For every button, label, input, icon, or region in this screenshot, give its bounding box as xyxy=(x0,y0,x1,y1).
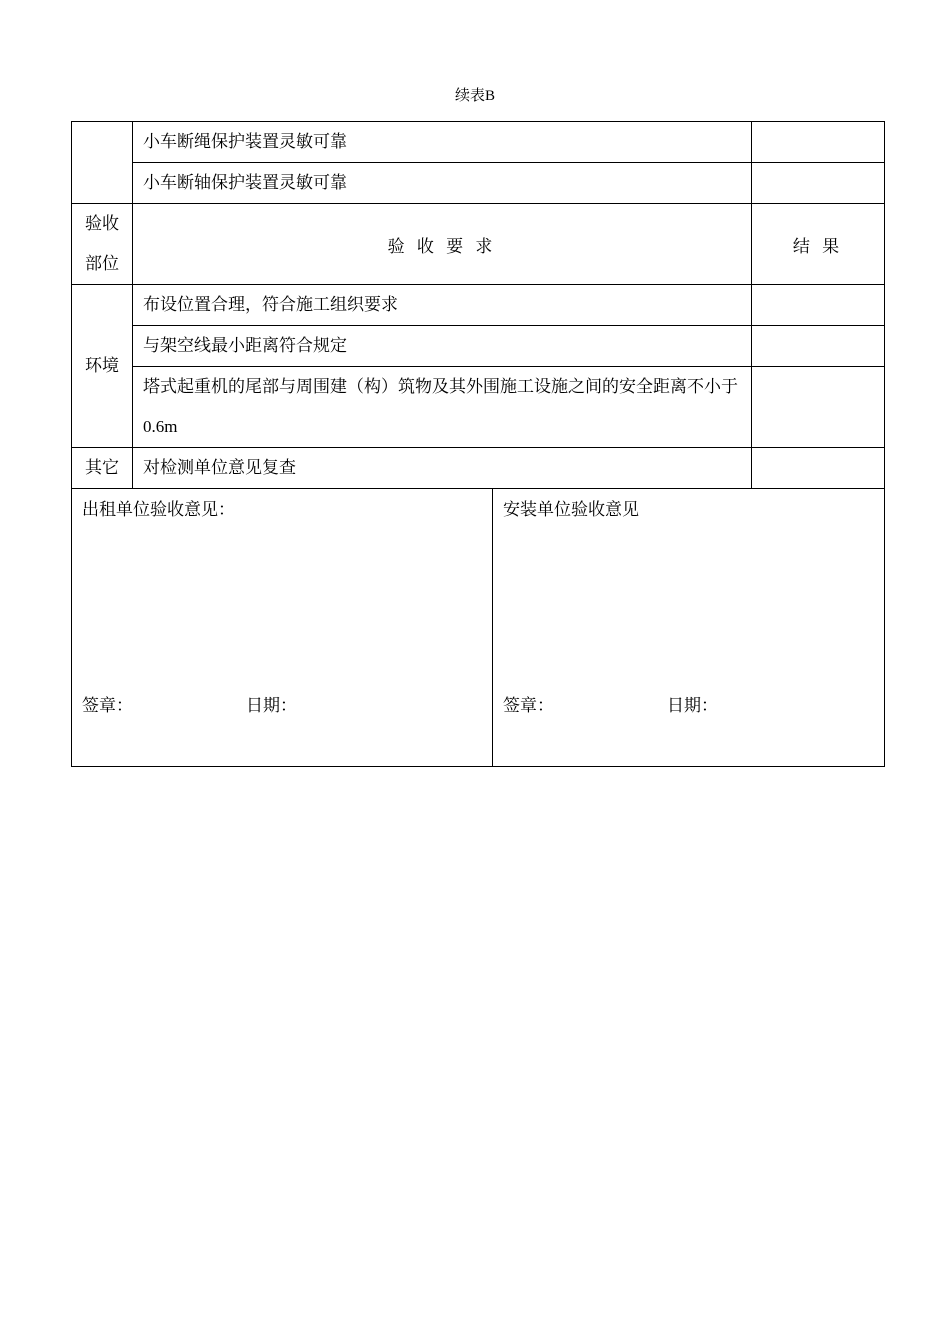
other-label: 其它 xyxy=(72,448,133,489)
requirement-cell: 对检测单位意见复查 xyxy=(133,448,752,489)
result-cell[interactable] xyxy=(752,285,885,326)
requirement-cell: 布设位置合理，符合施工组织要求 xyxy=(133,285,752,326)
table-row xyxy=(72,448,885,489)
install-sign-label: 签章： xyxy=(503,696,554,715)
rental-date-label: 日期： xyxy=(246,696,297,715)
table-row xyxy=(72,122,885,163)
requirement-cell: 小车断绳保护装置灵敏可靠 xyxy=(133,122,752,163)
result-cell[interactable] xyxy=(752,448,885,489)
rental-opinion-title: 出租单位验收意见： xyxy=(82,500,235,519)
part-cell-empty xyxy=(72,122,133,204)
table-row xyxy=(72,367,885,448)
table-row xyxy=(72,163,885,204)
requirement-header: 验 收 要 求 xyxy=(133,204,752,285)
part-header-line1: 验收 xyxy=(85,214,119,233)
requirement-cell: 塔式起重机的尾部与周围建（构）筑物及其外围施工设施之间的安全距离不小于 0.6m xyxy=(133,367,752,448)
table-header-row xyxy=(72,204,885,285)
environment-label: 环境 xyxy=(72,285,133,448)
result-header: 结 果 xyxy=(752,204,885,285)
page-title: 续表B xyxy=(454,88,495,104)
requirement-cell: 小车断轴保护装置灵敏可靠 xyxy=(133,163,752,204)
result-cell[interactable] xyxy=(752,163,885,204)
result-cell[interactable] xyxy=(752,326,885,367)
table-row xyxy=(72,285,885,326)
requirement-cell: 与架空线最小距离符合规定 xyxy=(133,326,752,367)
table-row xyxy=(72,326,885,367)
install-opinion-title: 安装单位验收意见 xyxy=(503,500,639,519)
rental-sign-label: 签章： xyxy=(82,696,133,715)
opinion-row xyxy=(72,489,885,767)
part-header-line2: 部位 xyxy=(85,254,119,273)
rental-opinion-cell[interactable] xyxy=(72,489,493,767)
result-cell[interactable] xyxy=(752,122,885,163)
result-cell[interactable] xyxy=(752,367,885,448)
acceptance-table xyxy=(71,121,885,767)
install-date-label: 日期： xyxy=(667,696,718,715)
install-opinion-cell[interactable] xyxy=(493,489,885,767)
part-header-cell xyxy=(72,204,133,285)
